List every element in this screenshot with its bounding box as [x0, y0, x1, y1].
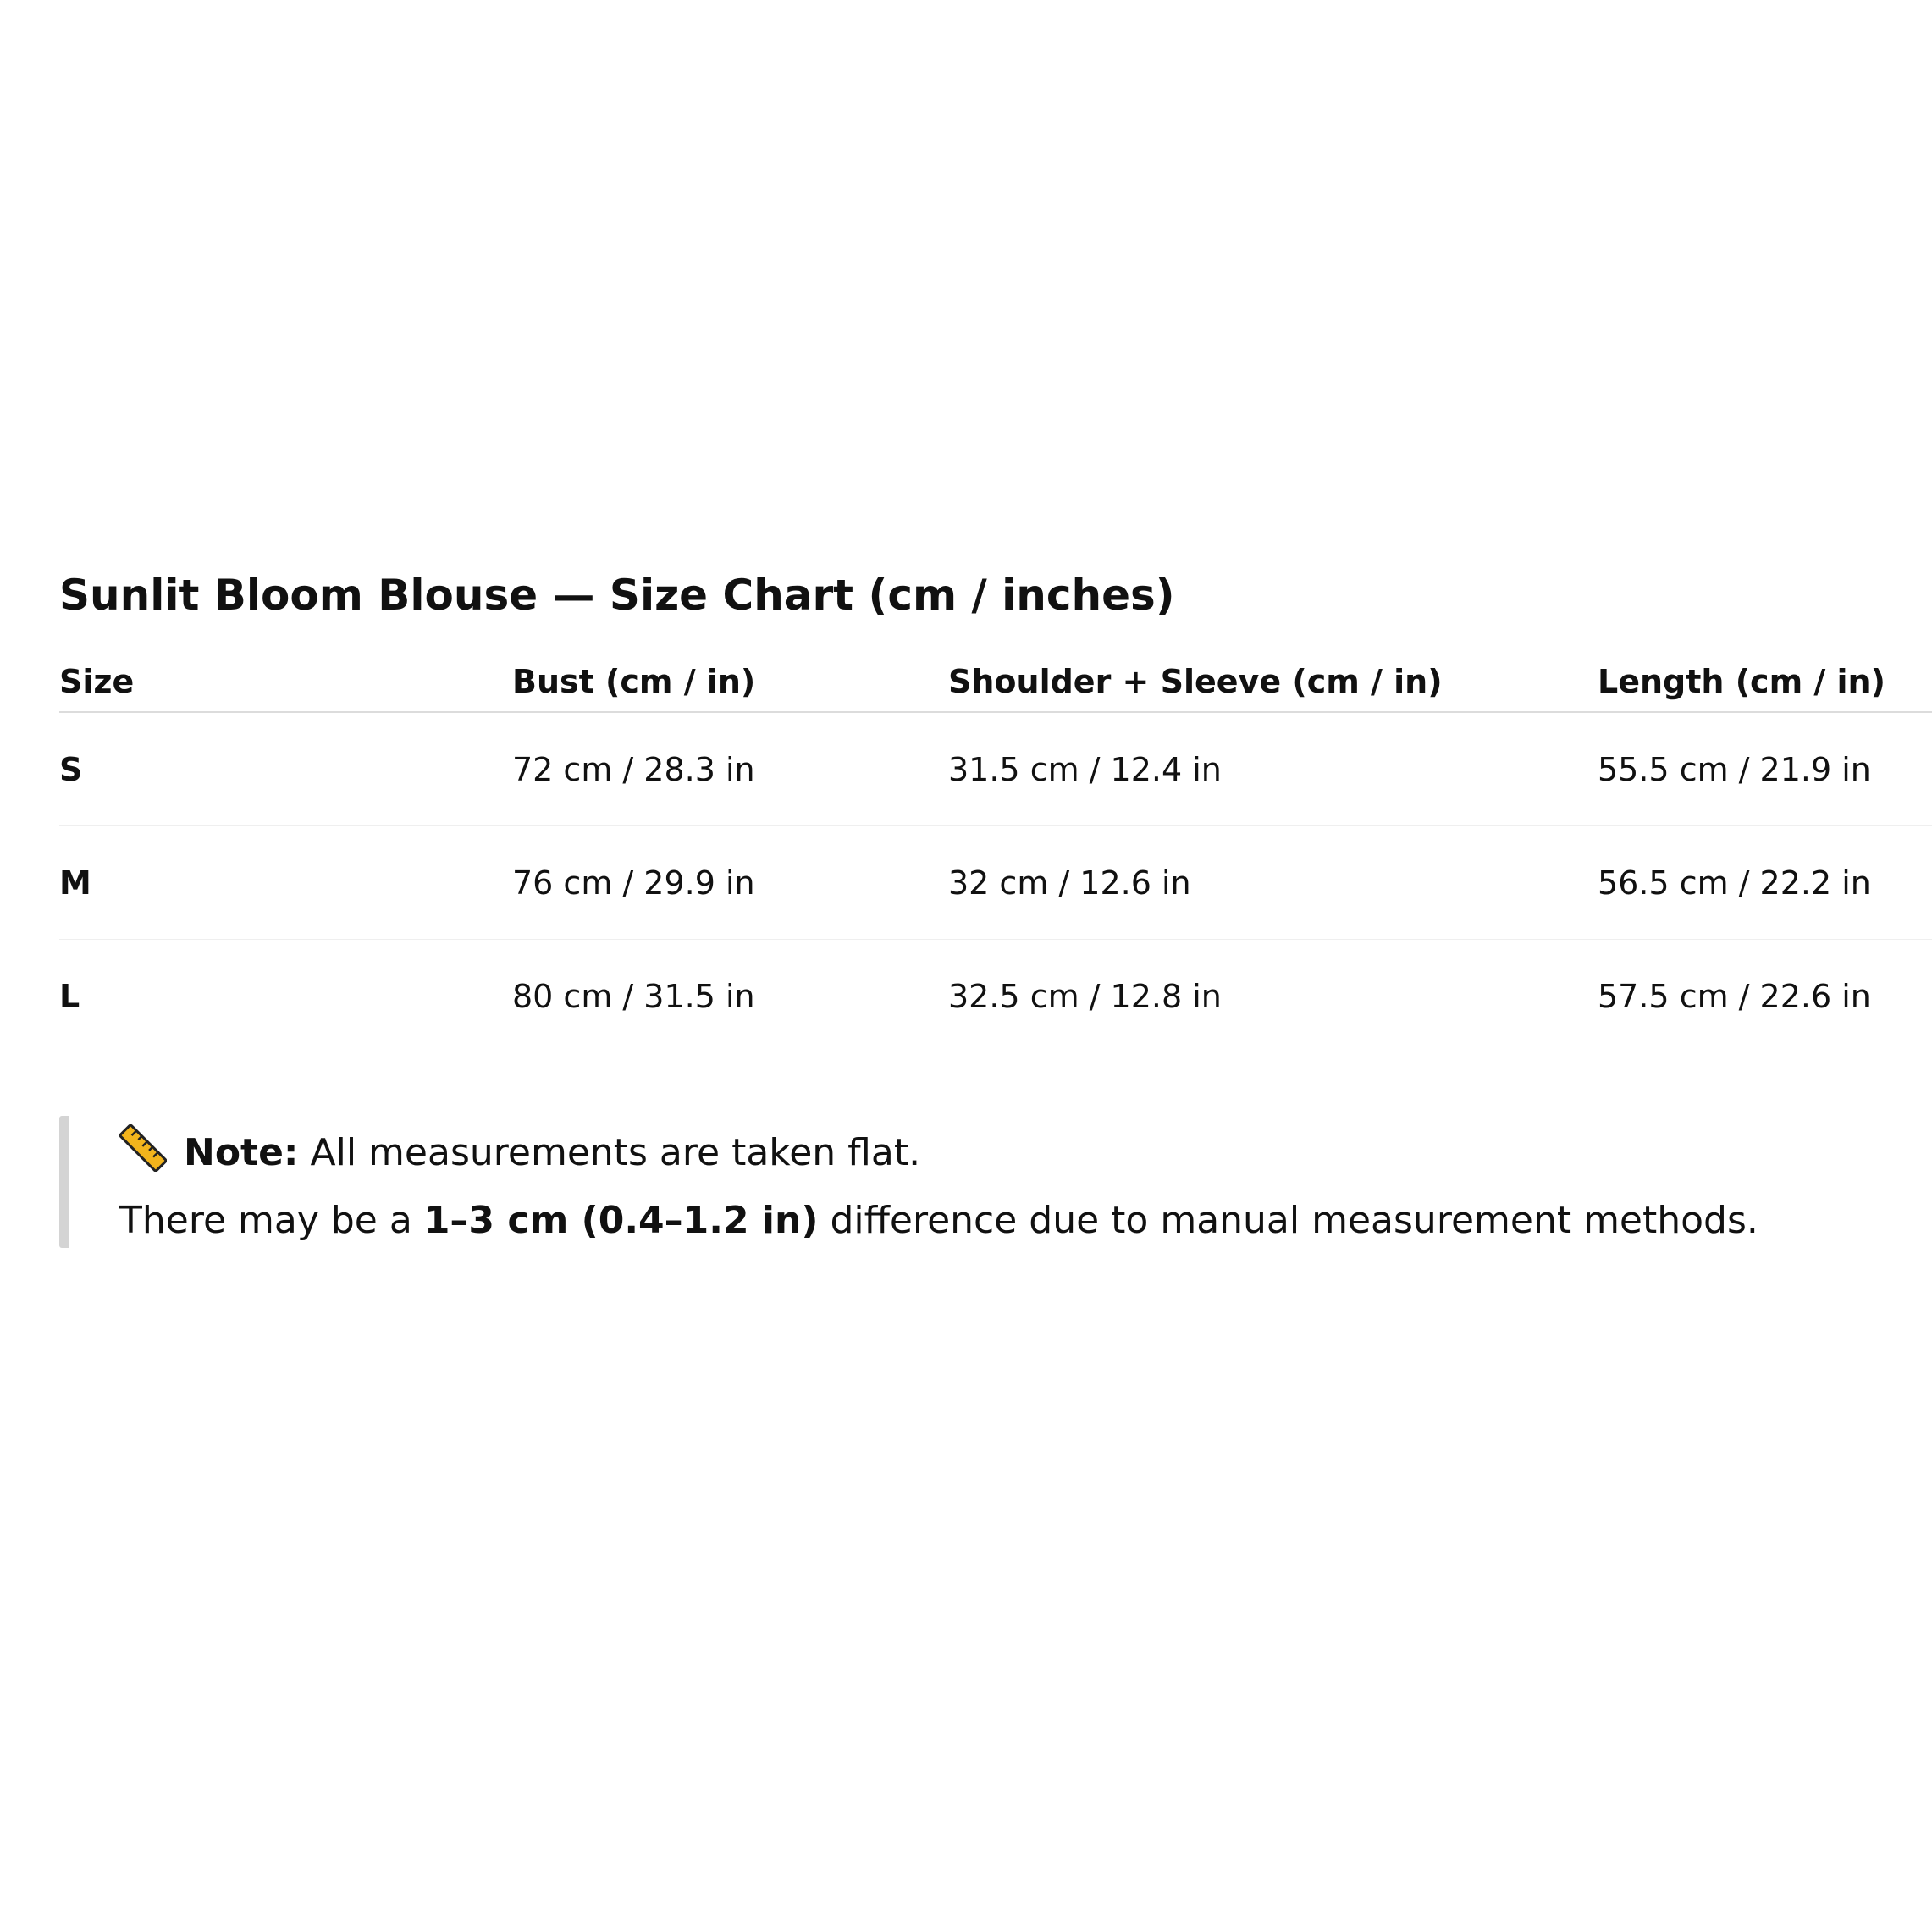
length-cell: 56.5 cm / 22.2 in: [1598, 826, 1932, 940]
column-header-size: Size: [59, 652, 512, 712]
ruler-icon: [119, 1124, 167, 1190]
table-row: [59, 826, 1932, 940]
table-row: [59, 712, 1932, 826]
size-cell: S: [59, 712, 512, 826]
length-cell: 57.5 cm / 22.6 in: [1598, 977, 1871, 1015]
note-text-suffix: difference due to manual measurement methods.: [818, 1199, 1758, 1242]
table-row: [59, 940, 1932, 1053]
note-text: All measurements are taken flat.: [298, 1131, 921, 1174]
note-label: Note:: [184, 1131, 299, 1174]
shoulder-sleeve-cell: 31.5 cm / 12.4 in: [948, 712, 1598, 826]
note-line-1: [119, 1123, 1837, 1190]
bust-cell: 72 cm / 28.3 in: [512, 712, 948, 826]
column-header-bust: Bust (cm / in): [512, 652, 948, 712]
bust-cell: 80 cm / 31.5 in: [512, 977, 755, 1015]
note-text-prefix: There may be a: [119, 1199, 424, 1242]
note-line-2: [119, 1190, 1837, 1251]
table-header-row: [59, 652, 1932, 712]
column-header-shoulder-sleeve: Shoulder + Sleeve (cm / in): [948, 652, 1598, 712]
size-table: [59, 652, 1932, 1052]
shoulder-sleeve-cell: 32.5 cm / 12.8 in: [948, 977, 1222, 1015]
column-header-length: Length (cm / in): [1598, 652, 1932, 712]
page-title: Sunlit Bloom Blouse — Size Chart (cm / inches): [59, 571, 1175, 620]
bust-cell: 76 cm / 29.9 in: [512, 826, 948, 940]
size-cell: L: [59, 977, 80, 1015]
note-tolerance: 1–3 cm (0.4–1.2 in): [423, 1199, 819, 1242]
length-cell: 55.5 cm / 21.9 in: [1598, 712, 1932, 826]
shoulder-sleeve-cell: 32 cm / 12.6 in: [948, 826, 1598, 940]
size-cell: M: [59, 826, 512, 940]
measurement-note: [59, 1116, 1837, 1248]
